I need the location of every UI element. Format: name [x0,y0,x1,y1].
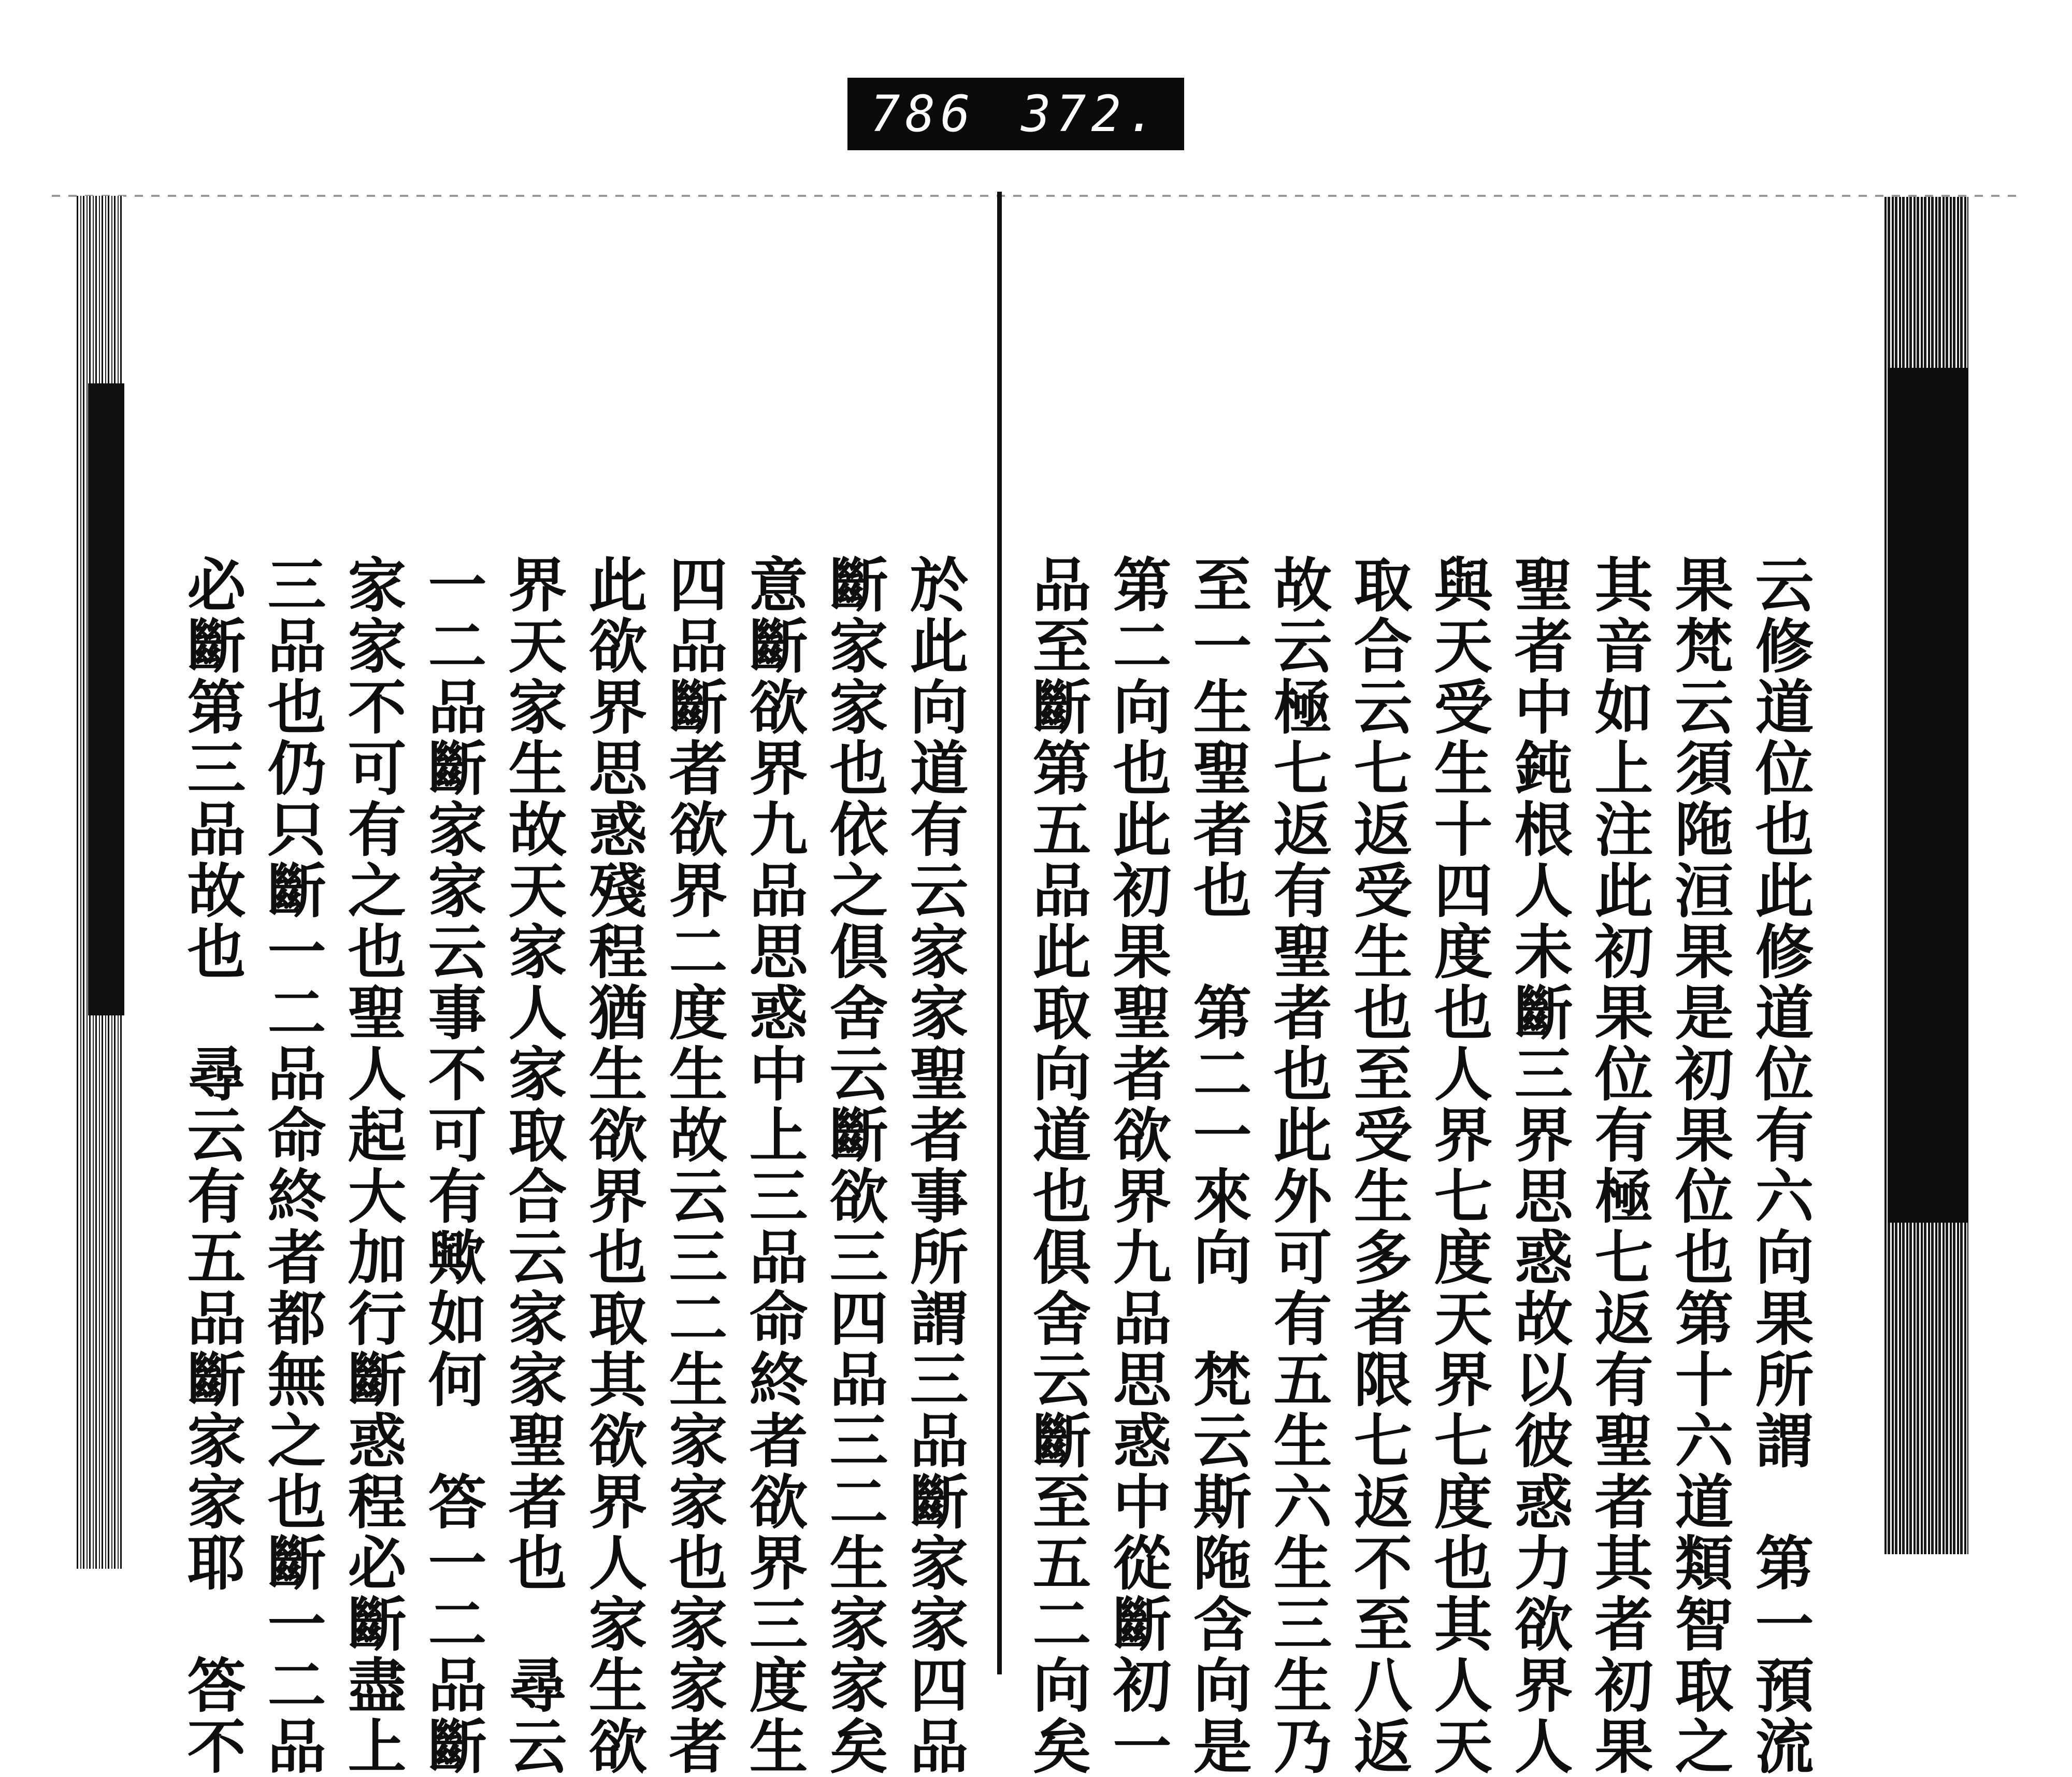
text-column: 第二向也此初果聖者欲界九品思惑中從斷初一 [1103,554,1172,1777]
right-page-text [1023,554,1820,1777]
text-column: 云修道位也此修道位有六向果所謂 第一預流 [1746,554,1815,1777]
text-column: 斷家家也依之倶舍云斷欲三四品三二生家家矣 [820,554,889,1777]
archive-label [847,78,1184,150]
text-column: 聖者中鈍根人未斷三界思惑故以彼惑力欲界人 [1505,554,1574,1777]
archive-label-right: 372. [1020,85,1162,143]
left-page [78,197,1000,1777]
right-edge-shadow [1888,368,1968,1223]
text-column: 三品也仍只斷一二品命終者都無之也斷一二品 [258,554,327,1777]
text-column: 果梵云須陁洹果是初果位也第十六道類智取之 [1665,554,1734,1777]
right-page [1013,197,1971,1777]
text-column: 意斷欲界九品思惑中上三品命終者欲界三度生 [740,554,809,1777]
text-column: 與天受生十四度也人界七度天界七度也其人天 [1424,554,1493,1777]
text-column: 品至斷第五品此取向道也俱舍云斷至五二向矣 [1023,554,1092,1777]
text-column: 取合云七返受生也至受生多者限七返不至八返 [1344,554,1413,1777]
text-column: 家家不可有之也聖人起大加行斷惑程必斷盡上 [338,554,407,1777]
archive-label-left: 786 [870,85,976,143]
text-column: 至一生聖者也 第二一來向 梵云斯陁含向是 [1184,554,1253,1777]
text-column: 必斷第三品故也 尋云有五品斷家家耶 答不 [178,554,247,1777]
text-column: 故云極七返有聖者也此外可有五生六生三生乃 [1264,554,1333,1777]
text-column: 四品斷者欲界二度生故云三二生家家也家家者 [659,554,728,1777]
text-column: 界天家生故天家人家取合云家家聖者也 尋云 [499,554,568,1777]
book-gutter [997,192,1002,1674]
text-column: 此欲界思惑殘程猶生欲界也取其欲界人家生欲 [579,554,648,1777]
left-page-text [178,554,975,1777]
text-column: 於此向道有云家家聖者事所謂三品斷家家四品 [900,554,969,1777]
left-edge-shadow [88,383,124,1015]
text-column: 一二品斷家家云事不可有歟如何 答一二品斷 [419,554,487,1777]
text-column: 其音如上注此初果位有極七返有聖者其者初果 [1585,554,1654,1777]
